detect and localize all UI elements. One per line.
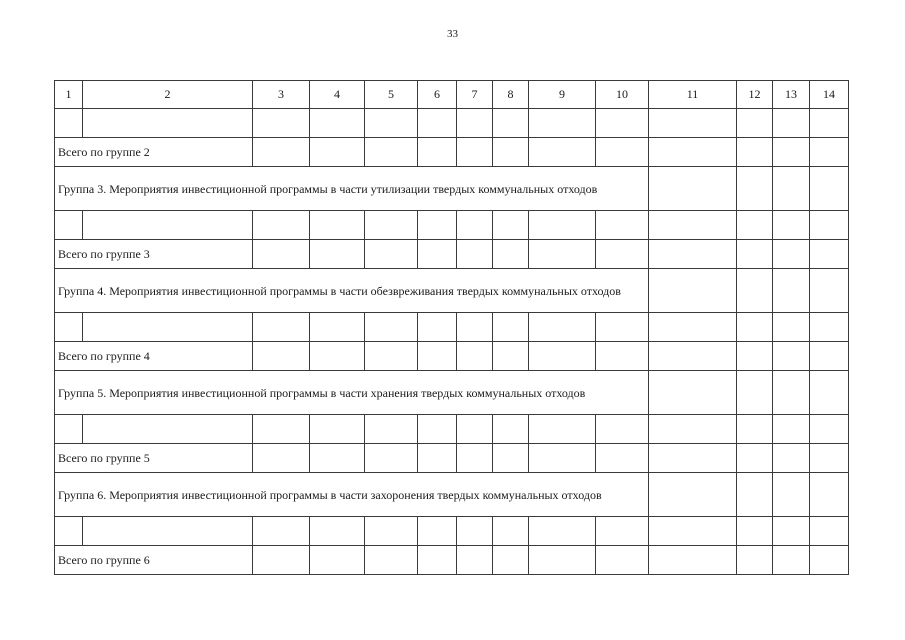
table-cell bbox=[773, 211, 810, 240]
table-cell bbox=[737, 415, 773, 444]
column-header-12: 12 bbox=[737, 81, 773, 109]
empty-row bbox=[55, 109, 849, 138]
table-cell bbox=[529, 240, 596, 269]
column-header-1: 1 bbox=[55, 81, 83, 109]
column-header-5: 5 bbox=[365, 81, 418, 109]
table-cell bbox=[649, 444, 737, 473]
table-cell bbox=[649, 240, 737, 269]
table-cell bbox=[83, 211, 253, 240]
group-heading-label: Группа 5. Мероприятия инвестиционной программы в части хранения твердых коммунальных отходов bbox=[55, 371, 649, 415]
table-cell bbox=[365, 109, 418, 138]
table-cell bbox=[253, 415, 310, 444]
table-cell bbox=[810, 371, 849, 415]
column-header-10: 10 bbox=[596, 81, 649, 109]
table-cell bbox=[310, 444, 365, 473]
table-cell bbox=[810, 444, 849, 473]
table-cell bbox=[596, 109, 649, 138]
header-row bbox=[55, 81, 849, 109]
table-cell bbox=[365, 342, 418, 371]
column-header-11: 11 bbox=[649, 81, 737, 109]
table-cell bbox=[55, 415, 83, 444]
column-header-6: 6 bbox=[418, 81, 457, 109]
table-cell bbox=[773, 517, 810, 546]
table-cell bbox=[418, 342, 457, 371]
column-header-13: 13 bbox=[773, 81, 810, 109]
group-heading-label: Группа 4. Мероприятия инвестиционной программы в части обезвреживания твердых коммунальных отходов bbox=[55, 269, 649, 313]
group-total-label: Всего по группе 4 bbox=[55, 342, 253, 371]
table-cell bbox=[55, 313, 83, 342]
group-total-row bbox=[55, 546, 849, 575]
empty-row bbox=[55, 517, 849, 546]
table-cell bbox=[418, 517, 457, 546]
table-cell bbox=[737, 109, 773, 138]
table-cell bbox=[529, 109, 596, 138]
table-cell bbox=[253, 444, 310, 473]
table-cell bbox=[810, 240, 849, 269]
table-cell bbox=[773, 546, 810, 575]
table-cell bbox=[457, 211, 493, 240]
table-cell bbox=[529, 444, 596, 473]
table-cell bbox=[365, 546, 418, 575]
page-number: 33 bbox=[447, 28, 458, 40]
table-cell bbox=[773, 371, 810, 415]
table-cell bbox=[457, 444, 493, 473]
table-cell bbox=[310, 211, 365, 240]
table-cell bbox=[596, 415, 649, 444]
table-cell bbox=[418, 138, 457, 167]
table-cell bbox=[83, 517, 253, 546]
table-cell bbox=[493, 342, 529, 371]
table-cell bbox=[253, 546, 310, 575]
table-cell bbox=[457, 546, 493, 575]
group-heading-row bbox=[55, 371, 849, 415]
table-cell bbox=[773, 415, 810, 444]
group-total-label: Всего по группе 3 bbox=[55, 240, 253, 269]
table-body bbox=[55, 81, 849, 575]
table-cell bbox=[810, 546, 849, 575]
table-cell bbox=[310, 342, 365, 371]
table-cell bbox=[596, 313, 649, 342]
table-cell bbox=[457, 240, 493, 269]
table-cell bbox=[365, 313, 418, 342]
table-cell bbox=[810, 167, 849, 211]
table-cell bbox=[596, 546, 649, 575]
column-header-8: 8 bbox=[493, 81, 529, 109]
table-cell bbox=[529, 211, 596, 240]
group-total-row bbox=[55, 240, 849, 269]
table-cell bbox=[253, 517, 310, 546]
table-cell bbox=[418, 546, 457, 575]
table-cell bbox=[529, 342, 596, 371]
table-cell bbox=[810, 211, 849, 240]
table-cell bbox=[737, 313, 773, 342]
table-cell bbox=[737, 342, 773, 371]
table-cell bbox=[773, 473, 810, 517]
table-cell bbox=[773, 269, 810, 313]
table-cell bbox=[418, 109, 457, 138]
group-total-row bbox=[55, 138, 849, 167]
table-cell bbox=[649, 109, 737, 138]
table-cell bbox=[649, 167, 737, 211]
table-cell bbox=[365, 517, 418, 546]
table-cell bbox=[253, 138, 310, 167]
table-cell bbox=[493, 211, 529, 240]
table-cell bbox=[310, 240, 365, 269]
group-heading-row bbox=[55, 473, 849, 517]
table-cell bbox=[596, 342, 649, 371]
table-cell bbox=[310, 109, 365, 138]
table-cell bbox=[55, 211, 83, 240]
table-cell bbox=[810, 138, 849, 167]
column-header-2: 2 bbox=[83, 81, 253, 109]
table-cell bbox=[810, 342, 849, 371]
table-cell bbox=[253, 240, 310, 269]
table-cell bbox=[596, 444, 649, 473]
table-cell bbox=[365, 138, 418, 167]
table-cell bbox=[253, 211, 310, 240]
group-total-label: Всего по группе 6 bbox=[55, 546, 253, 575]
group-total-label: Всего по группе 5 bbox=[55, 444, 253, 473]
table-cell bbox=[493, 444, 529, 473]
table-cell bbox=[365, 444, 418, 473]
table-cell bbox=[737, 167, 773, 211]
table-cell bbox=[55, 109, 83, 138]
table-cell bbox=[310, 138, 365, 167]
table-cell bbox=[529, 517, 596, 546]
table-cell bbox=[810, 269, 849, 313]
group-total-row bbox=[55, 444, 849, 473]
table-cell bbox=[457, 313, 493, 342]
group-heading-row bbox=[55, 269, 849, 313]
table-cell bbox=[529, 313, 596, 342]
investment-program-table bbox=[54, 80, 849, 575]
empty-row bbox=[55, 211, 849, 240]
table-cell bbox=[649, 415, 737, 444]
table-cell bbox=[310, 546, 365, 575]
group-heading-label: Группа 3. Мероприятия инвестиционной программы в части утилизации твердых коммунальных отходов bbox=[55, 167, 649, 211]
table-cell bbox=[55, 517, 83, 546]
table-cell bbox=[253, 342, 310, 371]
table-cell bbox=[365, 211, 418, 240]
table-cell bbox=[457, 342, 493, 371]
table-cell bbox=[649, 473, 737, 517]
table-cell bbox=[457, 415, 493, 444]
table-cell bbox=[649, 138, 737, 167]
table-cell bbox=[596, 517, 649, 546]
table-cell bbox=[365, 415, 418, 444]
table-cell bbox=[773, 138, 810, 167]
table-cell bbox=[493, 138, 529, 167]
table-cell bbox=[737, 444, 773, 473]
table-cell bbox=[649, 313, 737, 342]
table-cell bbox=[737, 240, 773, 269]
table-cell bbox=[418, 240, 457, 269]
table-cell bbox=[253, 109, 310, 138]
empty-row bbox=[55, 313, 849, 342]
table-cell bbox=[493, 313, 529, 342]
table-cell bbox=[493, 109, 529, 138]
table-cell bbox=[493, 415, 529, 444]
table-cell bbox=[596, 211, 649, 240]
table-cell bbox=[773, 109, 810, 138]
table-cell bbox=[737, 517, 773, 546]
table-cell bbox=[596, 138, 649, 167]
table-cell bbox=[493, 517, 529, 546]
table-cell bbox=[810, 415, 849, 444]
table-cell bbox=[253, 313, 310, 342]
table-cell bbox=[365, 240, 418, 269]
table-cell bbox=[737, 371, 773, 415]
table-cell bbox=[810, 473, 849, 517]
table-cell bbox=[810, 517, 849, 546]
table-cell bbox=[83, 109, 253, 138]
group-total-row bbox=[55, 342, 849, 371]
table-cell bbox=[418, 211, 457, 240]
table-cell bbox=[773, 240, 810, 269]
table-cell bbox=[773, 342, 810, 371]
table-cell bbox=[418, 444, 457, 473]
table-cell bbox=[310, 517, 365, 546]
table-cell bbox=[457, 517, 493, 546]
table-cell bbox=[737, 269, 773, 313]
column-header-4: 4 bbox=[310, 81, 365, 109]
table-cell bbox=[418, 313, 457, 342]
table-cell bbox=[649, 269, 737, 313]
table-cell bbox=[83, 313, 253, 342]
table-cell bbox=[773, 444, 810, 473]
table-cell bbox=[493, 240, 529, 269]
table-cell bbox=[649, 342, 737, 371]
table-cell bbox=[810, 313, 849, 342]
table-cell bbox=[83, 415, 253, 444]
empty-row bbox=[55, 415, 849, 444]
column-header-7: 7 bbox=[457, 81, 493, 109]
table-cell bbox=[529, 138, 596, 167]
table-cell bbox=[649, 517, 737, 546]
group-heading-row bbox=[55, 167, 849, 211]
table-cell bbox=[418, 415, 457, 444]
table-cell bbox=[737, 546, 773, 575]
column-header-3: 3 bbox=[253, 81, 310, 109]
table-cell bbox=[649, 371, 737, 415]
column-header-14: 14 bbox=[810, 81, 849, 109]
table-cell bbox=[649, 211, 737, 240]
table-cell bbox=[493, 546, 529, 575]
group-total-label: Всего по группе 2 bbox=[55, 138, 253, 167]
table-cell bbox=[596, 240, 649, 269]
table-cell bbox=[649, 546, 737, 575]
table-cell bbox=[529, 546, 596, 575]
table-cell bbox=[737, 473, 773, 517]
group-heading-label: Группа 6. Мероприятия инвестиционной программы в части захоронения твердых коммунальных отходов bbox=[55, 473, 649, 517]
table-cell bbox=[773, 167, 810, 211]
table-cell bbox=[310, 415, 365, 444]
table-cell bbox=[457, 109, 493, 138]
table-cell bbox=[457, 138, 493, 167]
table-cell bbox=[773, 313, 810, 342]
table-cell bbox=[737, 138, 773, 167]
table-cell bbox=[810, 109, 849, 138]
table-cell bbox=[529, 415, 596, 444]
table-cell bbox=[737, 211, 773, 240]
column-header-9: 9 bbox=[529, 81, 596, 109]
table-cell bbox=[310, 313, 365, 342]
